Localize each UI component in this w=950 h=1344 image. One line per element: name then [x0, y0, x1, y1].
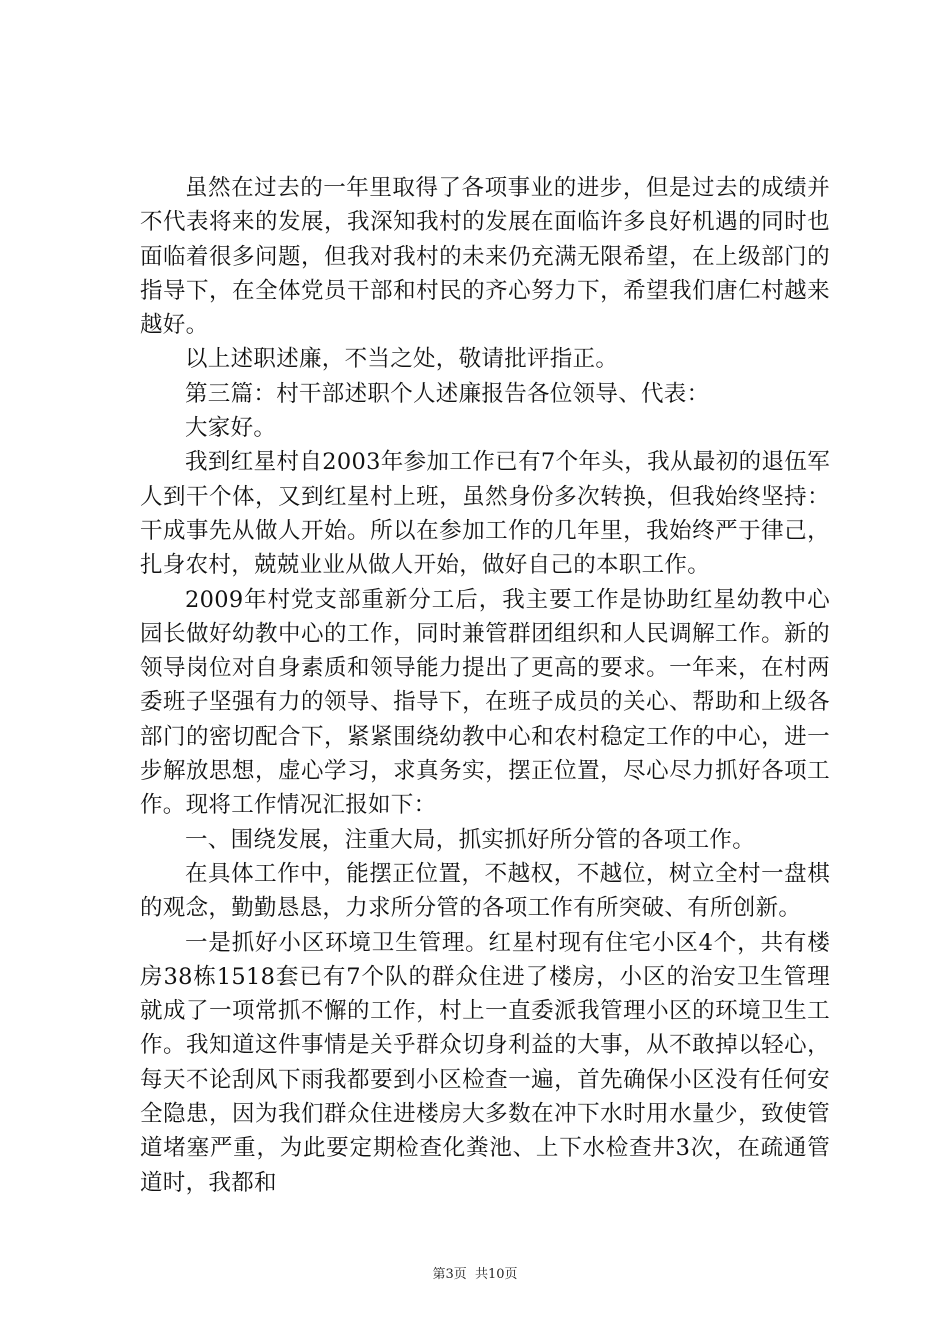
paragraph: 大家好。 — [185, 415, 277, 442]
paragraph: 我到红星村自2003年参加工作已有7个年头，我从最初的退伍军人到干个体，又到红星村上班，虽然身份多次转换，但我始终坚持：干成事先从做人开始。所以在参加工作的几年里，我始终严于律己，扎身农村，兢兢业业从做人开始，做好自己的本职工作。 — [140, 449, 830, 579]
document-body — [140, 171, 830, 1200]
page-total: 共10页 — [474, 1267, 518, 1282]
page-footer — [0, 1266, 950, 1284]
section-heading: 一、围绕发展，注重大局，抓实抓好所分管的各项工作。 — [185, 826, 756, 853]
paragraph: 2009年村党支部重新分工后，我主要工作是协助红星幼教中心园长做好幼教中心的工作，同时兼管群团组织和人民调解工作。新的领导岗位对自身素质和领导能力提出了更高的要求。一年来，在村两委班子坚强有力的领导、指导下，在班子成员的关心、帮助和上级各部门的密切配合下，紧紧围绕幼教中心和农村稳定工作的中心，进一步解放思想，虚心学习，求真务实，摆正位置，尽心尽力抓好各项工作。现将工作情况汇报如下： — [140, 586, 830, 819]
paragraph: 以上述职述廉，不当之处，敬请批评指正。 — [185, 346, 619, 373]
paragraph: 在具体工作中，能摆正位置，不越权，不越位，树立全村一盘棋的观念，勤勤恳恳，力求所分管的各项工作有所突破、有所创新。 — [140, 860, 830, 922]
page-number: 第3页 — [432, 1267, 467, 1282]
paragraph: 虽然在过去的一年里取得了各项事业的进步，但是过去的成绩并不代表将来的发展，我深知我村的发展在面临许多良好机遇的同时也面临着很多问题，但我对我村的未来仍充满无限希望，在上级部门的指导下，在全体党员干部和村民的齐心努力下，希望我们唐仁村越来越好。 — [140, 175, 830, 339]
paragraph: 一是抓好小区环境卫生管理。红星村现有住宅小区4个，共有楼房38栋1518套已有7个队的群众住进了楼房，小区的治安卫生管理就成了一项常抓不懈的工作，村上一直委派我管理小区的环境卫生工作。我知道这件事情是关乎群众切身利益的大事，从不敢掉以轻心，每天不论刮风下雨我都要到小区检查一遍，首先确保小区没有任何安全隐患，因为我们群众住进楼房大多数在冲下水时用水量少，致使管道堵塞严重，为此要定期检查化粪池、上下水检查井3次，在疏通管道时，我都和 — [140, 929, 830, 1196]
paragraph: 第三篇：村干部述职个人述廉报告各位领导、代表： — [185, 380, 710, 407]
